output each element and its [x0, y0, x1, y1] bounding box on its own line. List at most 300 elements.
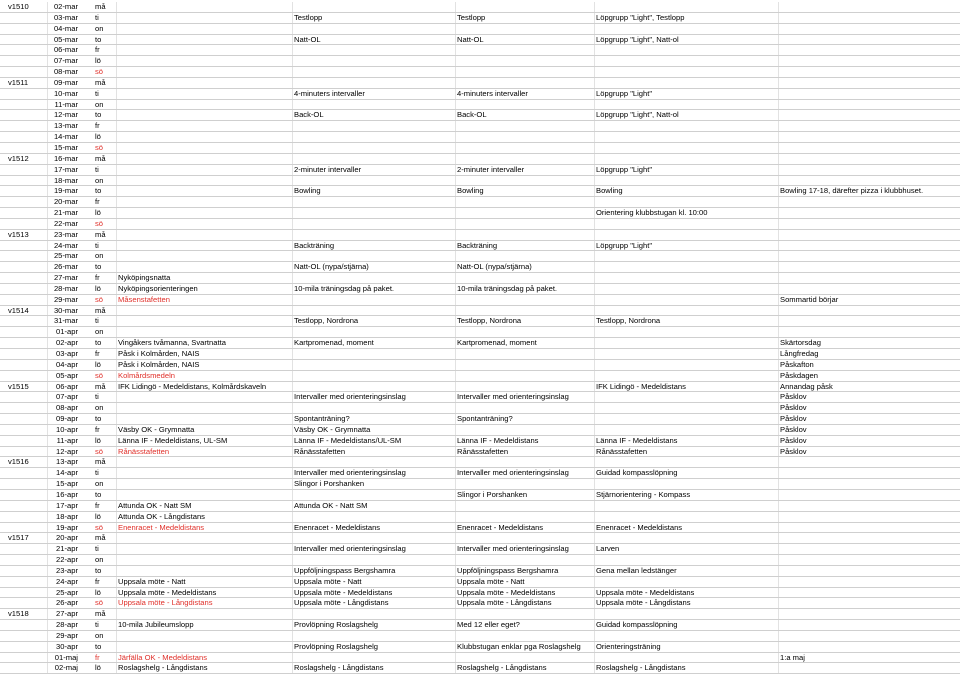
weekday-cell[interactable]: sö	[95, 218, 104, 228]
weekday-cell[interactable]: to	[95, 110, 102, 120]
weekday-cell[interactable]: ti	[95, 316, 99, 326]
training-cell-3[interactable]: Löpgrupp "Light", Testlopp	[596, 12, 685, 22]
week-cell[interactable]: v1514	[8, 305, 29, 315]
training-cell-2[interactable]: Rånässtafetten	[457, 446, 509, 456]
training-cell-2[interactable]: 4-minuters intervaller	[457, 88, 528, 98]
weekday-cell[interactable]: fr	[95, 273, 100, 283]
date-cell[interactable]: 24-mar	[53, 240, 78, 250]
date-cell[interactable]: 19-mar	[53, 186, 78, 196]
schedule-row	[0, 609, 960, 620]
note-cell[interactable]: Bowling 17-18, därefter pizza i klubbhuset.	[780, 186, 924, 196]
training-cell-1[interactable]: Uppsala möte - Långdistans	[294, 598, 389, 608]
training-cell-3[interactable]: Löpgrupp "Light", Natt-ol	[596, 110, 679, 120]
schedule-row	[0, 620, 960, 631]
schedule-row	[0, 523, 960, 534]
weekday-cell[interactable]: sö	[95, 598, 104, 608]
schedule-row	[0, 110, 960, 121]
training-cell-3[interactable]: Länna IF - Medeldistans	[596, 435, 678, 445]
competition-cell[interactable]: Attunda OK - Långdistans	[118, 511, 205, 521]
schedule-row	[0, 360, 960, 371]
weekday-cell[interactable]: må	[95, 533, 106, 543]
week-cell[interactable]: v1517	[8, 533, 29, 543]
training-cell-3[interactable]: Stjärnorientering - Kompass	[596, 489, 691, 499]
training-cell-2[interactable]: Natt-OL	[457, 34, 484, 44]
date-cell[interactable]: 01-apr	[56, 327, 78, 337]
schedule-row	[0, 35, 960, 46]
schedule-row	[0, 468, 960, 479]
date-cell[interactable]: 05-mar	[53, 34, 78, 44]
training-cell-3[interactable]: IFK Lidingö - Medeldistans	[596, 381, 686, 391]
weekday-cell[interactable]: lö	[95, 359, 101, 369]
schedule-row	[0, 295, 960, 306]
training-cell-1[interactable]: Testlopp, Nordrona	[294, 316, 359, 326]
training-cell-1[interactable]: Natt-OL	[294, 34, 321, 44]
training-cell-2[interactable]: Testlopp	[457, 12, 486, 22]
weekday-cell[interactable]: on	[95, 23, 104, 33]
week-cell[interactable]: v1518	[8, 609, 29, 619]
schedule-row	[0, 241, 960, 252]
competition-cell[interactable]: Uppsala möte - Långdistans	[118, 598, 213, 608]
training-cell-2[interactable]: Uppsala möte - Medeldistans	[457, 587, 556, 597]
competition-cell[interactable]: Vingåkers tvåmanna, Svartnatta	[118, 338, 226, 348]
note-cell[interactable]: Sommartid börjar	[780, 294, 839, 304]
date-cell[interactable]: 06-mar	[53, 45, 78, 55]
date-cell[interactable]: 14-apr	[56, 468, 78, 478]
schedule-row	[0, 631, 960, 642]
schedule-row	[0, 490, 960, 501]
date-cell[interactable]: 09-apr	[56, 414, 78, 424]
date-cell[interactable]: 20-apr	[56, 533, 78, 543]
schedule-row	[0, 67, 960, 78]
training-cell-2[interactable]: Intervaller med orienteringsinslag	[457, 468, 569, 478]
date-cell[interactable]: 06-apr	[56, 381, 78, 391]
schedule-row	[0, 154, 960, 165]
schedule-row	[0, 143, 960, 154]
schedule-row	[0, 306, 960, 317]
note-cell[interactable]: Skärtorsdag	[780, 338, 821, 348]
training-cell-3[interactable]: Löpgrupp "Light"	[596, 164, 653, 174]
training-cell-3[interactable]: Enenracet - Medeldistans	[596, 522, 683, 532]
week-cell[interactable]: v1516	[8, 457, 29, 467]
training-cell-1[interactable]: Länna IF - Medeldistans/UL-SM	[294, 435, 402, 445]
date-cell[interactable]: 15-mar	[53, 142, 78, 152]
schedule-row	[0, 555, 960, 566]
schedule-row	[0, 284, 960, 295]
competition-cell[interactable]: 10-mila Jubileumslopp	[118, 620, 194, 630]
weekday-cell[interactable]: to	[95, 489, 102, 499]
weekday-cell[interactable]: ti	[95, 12, 99, 22]
note-cell[interactable]: Påskafton	[780, 359, 814, 369]
date-cell[interactable]: 23-apr	[56, 565, 78, 575]
training-cell-2[interactable]: Bowling	[457, 186, 484, 196]
weekday-cell[interactable]: ti	[95, 468, 99, 478]
training-cell-3[interactable]: Löpgrupp "Light"	[596, 88, 653, 98]
schedule-row	[0, 89, 960, 100]
date-cell[interactable]: 26-apr	[56, 598, 78, 608]
training-cell-1[interactable]: Slingor i Porshanken	[294, 479, 365, 489]
schedule-row	[0, 436, 960, 447]
note-cell[interactable]: Påsklov	[780, 435, 807, 445]
training-cell-1[interactable]: Natt-OL (nypa/stjärna)	[294, 262, 369, 272]
training-cell-2[interactable]: Uppsala möte - Långdistans	[457, 598, 552, 608]
weekday-cell[interactable]: ti	[95, 544, 99, 554]
date-cell[interactable]: 13-mar	[53, 121, 78, 131]
training-cell-2[interactable]: 10-mila träningsdag på paket.	[457, 283, 558, 293]
weekday-cell[interactable]: fr	[95, 121, 100, 131]
competition-cell[interactable]: Påsk i Kolmården, NAIS	[118, 359, 200, 369]
training-cell-1[interactable]: Roslagshelg - Långdistans	[294, 663, 384, 673]
training-cell-2[interactable]: Uppsala möte - Natt	[457, 576, 525, 586]
weekday-cell[interactable]: fr	[95, 652, 100, 662]
date-cell[interactable]: 12-apr	[56, 446, 78, 456]
training-cell-1[interactable]: 2-minuter intervaller	[294, 164, 362, 174]
schedule-row	[0, 447, 960, 458]
date-cell[interactable]: 02-mar	[53, 2, 78, 11]
date-cell[interactable]: 17-mar	[53, 164, 78, 174]
date-cell[interactable]: 09-mar	[53, 77, 78, 87]
training-cell-1[interactable]: Intervaller med orienteringsinslag	[294, 392, 406, 402]
weekday-cell[interactable]: må	[95, 381, 106, 391]
competition-cell[interactable]: Uppsala möte - Medeldistans	[118, 587, 217, 597]
date-cell[interactable]: 11-apr	[56, 435, 78, 445]
date-cell[interactable]: 31-mar	[53, 316, 78, 326]
date-cell[interactable]: 16-apr	[56, 489, 78, 499]
training-cell-1[interactable]: Testlopp	[294, 12, 323, 22]
date-cell[interactable]: 29-mar	[53, 294, 78, 304]
date-cell[interactable]: 02-apr	[56, 338, 78, 348]
competition-cell[interactable]: Enenracet - Medeldistans	[118, 522, 205, 532]
note-cell[interactable]: Annandag påsk	[780, 381, 833, 391]
date-cell[interactable]: 17-apr	[56, 500, 78, 510]
date-cell[interactable]: 08-mar	[53, 67, 78, 77]
date-cell[interactable]: 22-mar	[53, 218, 78, 228]
date-cell[interactable]: 29-apr	[56, 630, 78, 640]
schedule-row	[0, 598, 960, 609]
week-cell[interactable]: v1512	[8, 153, 29, 163]
schedule-row	[0, 457, 960, 468]
schedule-row	[0, 208, 960, 219]
weekday-cell[interactable]: sö	[95, 446, 104, 456]
schedule-row	[0, 230, 960, 241]
training-cell-2[interactable]: Intervaller med orienteringsinslag	[457, 544, 569, 554]
schedule-row	[0, 186, 960, 197]
date-cell[interactable]: 03-mar	[53, 12, 78, 22]
schedule-row	[0, 262, 960, 273]
training-cell-2[interactable]: Slingor i Porshanken	[457, 489, 528, 499]
week-cell[interactable]: v1510	[8, 2, 29, 11]
training-cell-2[interactable]: Klubbstugan enklar pga Roslagshelg	[457, 641, 581, 651]
training-cell-1[interactable]: Enenracet - Medeldistans	[294, 522, 381, 532]
weekday-cell[interactable]: sö	[95, 370, 104, 380]
weekday-cell[interactable]: må	[95, 77, 106, 87]
training-cell-1[interactable]: Spontanträning?	[294, 414, 350, 424]
competition-cell[interactable]: IFK Lidingö - Medeldistans, Kolmårdskaveln	[118, 381, 267, 391]
weekday-cell[interactable]: lö	[95, 511, 101, 521]
weekday-cell[interactable]: fr	[95, 500, 100, 510]
schedule-row	[0, 132, 960, 143]
training-cell-1[interactable]: 10-mila träningsdag på paket.	[294, 283, 395, 293]
training-cell-2[interactable]: Spontanträning?	[457, 414, 513, 424]
date-cell[interactable]: 23-mar	[53, 229, 78, 239]
training-cell-2[interactable]: Intervaller med orienteringsinslag	[457, 392, 569, 402]
schedule-row	[0, 197, 960, 208]
weekday-cell[interactable]: må	[95, 609, 106, 619]
competition-cell[interactable]: Länna IF - Medeldistans, UL-SM	[118, 435, 228, 445]
competition-cell[interactable]: Rånässtafetten	[118, 446, 170, 456]
competition-cell[interactable]: Nyköpingsnatta	[118, 273, 171, 283]
weekday-cell[interactable]: fr	[95, 576, 100, 586]
training-cell-3[interactable]: Roslagshelg - Långdistans	[596, 663, 686, 673]
training-cell-2[interactable]: Uppföljningspass Bergshamra	[457, 565, 559, 575]
training-cell-1[interactable]: Uppföljningspass Bergshamra	[294, 565, 396, 575]
training-cell-3[interactable]: Bowling	[596, 186, 623, 196]
weekday-cell[interactable]: on	[95, 251, 104, 261]
weekday-cell[interactable]: fr	[95, 45, 100, 55]
training-cell-3[interactable]: Löpgrupp "Light"	[596, 240, 653, 250]
schedule-row	[0, 121, 960, 132]
weekday-cell[interactable]: lö	[95, 132, 101, 142]
weekday-cell[interactable]: to	[95, 34, 102, 44]
note-cell[interactable]: Påsklov	[780, 424, 807, 434]
date-cell[interactable]: 01-maj	[54, 652, 78, 662]
training-cell-3[interactable]: Löpgrupp "Light", Natt-ol	[596, 34, 679, 44]
weekday-cell[interactable]: må	[95, 305, 106, 315]
training-cell-3[interactable]: Uppsala möte - Medeldistans	[596, 587, 695, 597]
competition-cell[interactable]: Attunda OK - Natt SM	[118, 500, 192, 510]
note-cell[interactable]: Påsklov	[780, 414, 807, 424]
date-cell[interactable]: 27-mar	[53, 273, 78, 283]
date-cell[interactable]: 03-apr	[56, 349, 78, 358]
date-cell[interactable]: 10-mar	[53, 88, 78, 98]
note-cell[interactable]: Långfredag	[780, 349, 819, 358]
weekday-cell[interactable]: sö	[95, 67, 104, 77]
weekday-cell[interactable]: lö	[95, 587, 101, 597]
date-cell[interactable]: 25-apr	[56, 587, 78, 597]
training-cell-1[interactable]: Uppsala möte - Medeldistans	[294, 587, 393, 597]
training-cell-1[interactable]: Väsby OK - Grymnatta	[294, 424, 371, 434]
schedule-row	[0, 533, 960, 544]
weekday-cell[interactable]: fr	[95, 424, 100, 434]
date-cell[interactable]: 11-mar	[54, 99, 78, 109]
schedule-row	[0, 642, 960, 653]
weekday-cell[interactable]: to	[95, 565, 102, 575]
weekday-cell[interactable]: sö	[95, 142, 104, 152]
note-cell[interactable]: 1:a maj	[780, 652, 805, 662]
training-cell-1[interactable]: Provlöpning Roslagshelg	[294, 641, 379, 651]
schedule-row	[0, 653, 960, 664]
training-cell-2[interactable]: Backträning	[457, 240, 498, 250]
schedule-sheet	[0, 2, 960, 674]
date-cell[interactable]: 15-apr	[56, 479, 78, 489]
date-cell[interactable]: 07-apr	[56, 392, 78, 402]
weekday-cell[interactable]: lö	[95, 208, 101, 218]
schedule-row	[0, 663, 960, 674]
training-cell-1[interactable]: Rånässtafetten	[294, 446, 346, 456]
training-cell-2[interactable]: Natt-OL (nypa/stjärna)	[457, 262, 532, 272]
schedule-row	[0, 100, 960, 111]
date-cell[interactable]: 05-apr	[56, 370, 78, 380]
date-cell[interactable]: 08-apr	[56, 403, 78, 413]
note-cell[interactable]: Påsklov	[780, 392, 807, 402]
training-cell-1[interactable]: Intervaller med orienteringsinslag	[294, 544, 406, 554]
schedule-row	[0, 56, 960, 67]
date-cell[interactable]: 30-apr	[56, 641, 78, 651]
training-cell-2[interactable]: Med 12 eller eget?	[457, 620, 520, 630]
date-cell[interactable]: 26-mar	[53, 262, 78, 272]
weekday-cell[interactable]: sö	[95, 522, 104, 532]
training-cell-2[interactable]: Roslagshelg - Långdistans	[457, 663, 547, 673]
date-cell[interactable]: 25-mar	[53, 251, 78, 261]
date-cell[interactable]: 04-mar	[53, 23, 78, 33]
schedule-row	[0, 425, 960, 436]
schedule-row	[0, 2, 960, 13]
weekday-cell[interactable]: fr	[95, 197, 100, 207]
note-cell[interactable]: Påskdagen	[780, 370, 818, 380]
training-cell-1[interactable]: 4-minuters intervaller	[294, 88, 365, 98]
schedule-row	[0, 577, 960, 588]
weekday-cell[interactable]: on	[95, 479, 104, 489]
date-cell[interactable]: 13-apr	[56, 457, 78, 467]
weekday-cell[interactable]: ti	[95, 392, 99, 402]
schedule-row	[0, 78, 960, 89]
schedule-row	[0, 566, 960, 577]
note-cell[interactable]: Påsklov	[780, 446, 807, 456]
training-cell-2[interactable]: Testlopp, Nordrona	[457, 316, 522, 326]
weekday-cell[interactable]: må	[95, 229, 106, 239]
schedule-row	[0, 349, 960, 360]
schedule-row	[0, 479, 960, 490]
date-cell[interactable]: 27-apr	[56, 609, 78, 619]
training-cell-1[interactable]: Intervaller med orienteringsinslag	[294, 468, 406, 478]
training-cell-1[interactable]: Back-OL	[294, 110, 324, 120]
training-cell-3[interactable]: Uppsala möte - Långdistans	[596, 598, 691, 608]
date-cell[interactable]: 21-mar	[53, 208, 78, 218]
training-cell-3[interactable]: Gena mellan ledstänger	[596, 565, 677, 575]
training-cell-1[interactable]: Uppsala möte - Natt	[294, 576, 362, 586]
training-cell-3[interactable]: Guidad kompasslöpning	[596, 620, 678, 630]
week-cell[interactable]: v1515	[8, 381, 29, 391]
date-cell[interactable]: 18-mar	[53, 175, 78, 185]
weekday-cell[interactable]: må	[95, 2, 106, 11]
weekday-cell[interactable]: on	[95, 175, 104, 185]
weekday-cell[interactable]: to	[95, 641, 102, 651]
date-cell[interactable]: 12-mar	[53, 110, 78, 120]
week-cell[interactable]: v1511	[8, 77, 29, 87]
weekday-cell[interactable]: to	[95, 262, 102, 272]
training-cell-1[interactable]: Backträning	[294, 240, 335, 250]
training-cell-2[interactable]: Enenracet - Medeldistans	[457, 522, 544, 532]
date-cell[interactable]: 02-maj	[54, 663, 78, 673]
weekday-cell[interactable]: fr	[95, 349, 100, 358]
weekday-cell[interactable]: to	[95, 338, 102, 348]
weekday-cell[interactable]: ti	[95, 240, 99, 250]
weekday-cell[interactable]: lö	[95, 283, 101, 293]
schedule-row	[0, 382, 960, 393]
training-cell-2[interactable]: Länna IF - Medeldistans	[457, 435, 539, 445]
competition-cell[interactable]: Måsenstafetten	[118, 294, 170, 304]
date-cell[interactable]: 19-apr	[56, 522, 78, 532]
training-cell-3[interactable]: Orientering klubbstugan kl. 10:00	[596, 208, 708, 218]
schedule-row	[0, 273, 960, 284]
schedule-row	[0, 176, 960, 187]
schedule-row	[0, 316, 960, 327]
weekday-cell[interactable]: on	[95, 327, 104, 337]
date-cell[interactable]: 30-mar	[53, 305, 78, 315]
training-cell-1[interactable]: Provlöpning Roslagshelg	[294, 620, 379, 630]
schedule-row	[0, 392, 960, 403]
competition-cell[interactable]: Påsk i Kolmården, NAIS	[118, 349, 200, 358]
competition-cell[interactable]: Roslagshelg - Långdistans	[118, 663, 208, 673]
date-cell[interactable]: 21-apr	[56, 544, 78, 554]
competition-cell[interactable]: Kolmårdsmedeln	[118, 370, 175, 380]
training-cell-2[interactable]: Back-OL	[457, 110, 487, 120]
weekday-cell[interactable]: on	[95, 630, 104, 640]
date-cell[interactable]: 16-mar	[53, 153, 78, 163]
weekday-cell[interactable]: sö	[95, 294, 104, 304]
weekday-cell[interactable]: to	[95, 414, 102, 424]
date-cell[interactable]: 04-apr	[56, 359, 78, 369]
training-cell-2[interactable]: Kartpromenad, moment	[457, 338, 537, 348]
date-cell[interactable]: 14-mar	[53, 132, 78, 142]
weekday-cell[interactable]: ti	[95, 620, 99, 630]
weekday-cell[interactable]: ti	[95, 88, 99, 98]
training-cell-1[interactable]: Attunda OK - Natt SM	[294, 500, 368, 510]
weekday-cell[interactable]: ti	[95, 164, 99, 174]
competition-cell[interactable]: Väsby OK - Grymnatta	[118, 424, 195, 434]
training-cell-2[interactable]: 2-minuter intervaller	[457, 164, 525, 174]
training-cell-1[interactable]: Bowling	[294, 186, 321, 196]
date-cell[interactable]: 24-apr	[56, 576, 78, 586]
training-cell-1[interactable]: Kartpromenad, moment	[294, 338, 374, 348]
schedule-row	[0, 501, 960, 512]
schedule-row	[0, 544, 960, 555]
weekday-cell[interactable]: lö	[95, 56, 101, 66]
schedule-row	[0, 403, 960, 414]
weekday-cell[interactable]: on	[95, 403, 104, 413]
week-cell[interactable]: v1513	[8, 229, 29, 239]
training-cell-3[interactable]: Larven	[596, 544, 620, 554]
weekday-cell[interactable]: må	[95, 457, 106, 467]
date-cell[interactable]: 20-mar	[53, 197, 78, 207]
competition-cell[interactable]: Nyköpingsorienteringen	[118, 283, 198, 293]
schedule-row	[0, 251, 960, 262]
training-cell-3[interactable]: Guidad kompasslöpning	[596, 468, 678, 478]
training-cell-3[interactable]: Testlopp, Nordrona	[596, 316, 661, 326]
competition-cell[interactable]: Uppsala möte - Natt	[118, 576, 186, 586]
weekday-cell[interactable]: on	[95, 555, 104, 565]
date-cell[interactable]: 28-mar	[53, 283, 78, 293]
weekday-cell[interactable]: lö	[95, 663, 101, 673]
date-cell[interactable]: 22-apr	[56, 555, 78, 565]
date-cell[interactable]: 07-mar	[53, 56, 78, 66]
schedule-row	[0, 165, 960, 176]
training-cell-3[interactable]: Rånässtafetten	[596, 446, 648, 456]
competition-cell[interactable]: Järfälla OK - Medeldistans	[118, 652, 208, 662]
note-cell[interactable]: Påsklov	[780, 403, 807, 413]
schedule-row	[0, 371, 960, 382]
schedule-row	[0, 338, 960, 349]
weekday-cell[interactable]: to	[95, 186, 102, 196]
schedule-row	[0, 219, 960, 230]
date-cell[interactable]: 10-apr	[56, 424, 78, 434]
training-cell-3[interactable]: Orienteringsträning	[596, 641, 661, 651]
date-cell[interactable]: 18-apr	[56, 511, 78, 521]
weekday-cell[interactable]: må	[95, 153, 106, 163]
weekday-cell[interactable]: lö	[95, 435, 101, 445]
schedule-row	[0, 24, 960, 35]
date-cell[interactable]: 28-apr	[56, 620, 78, 630]
weekday-cell[interactable]: on	[95, 99, 104, 109]
